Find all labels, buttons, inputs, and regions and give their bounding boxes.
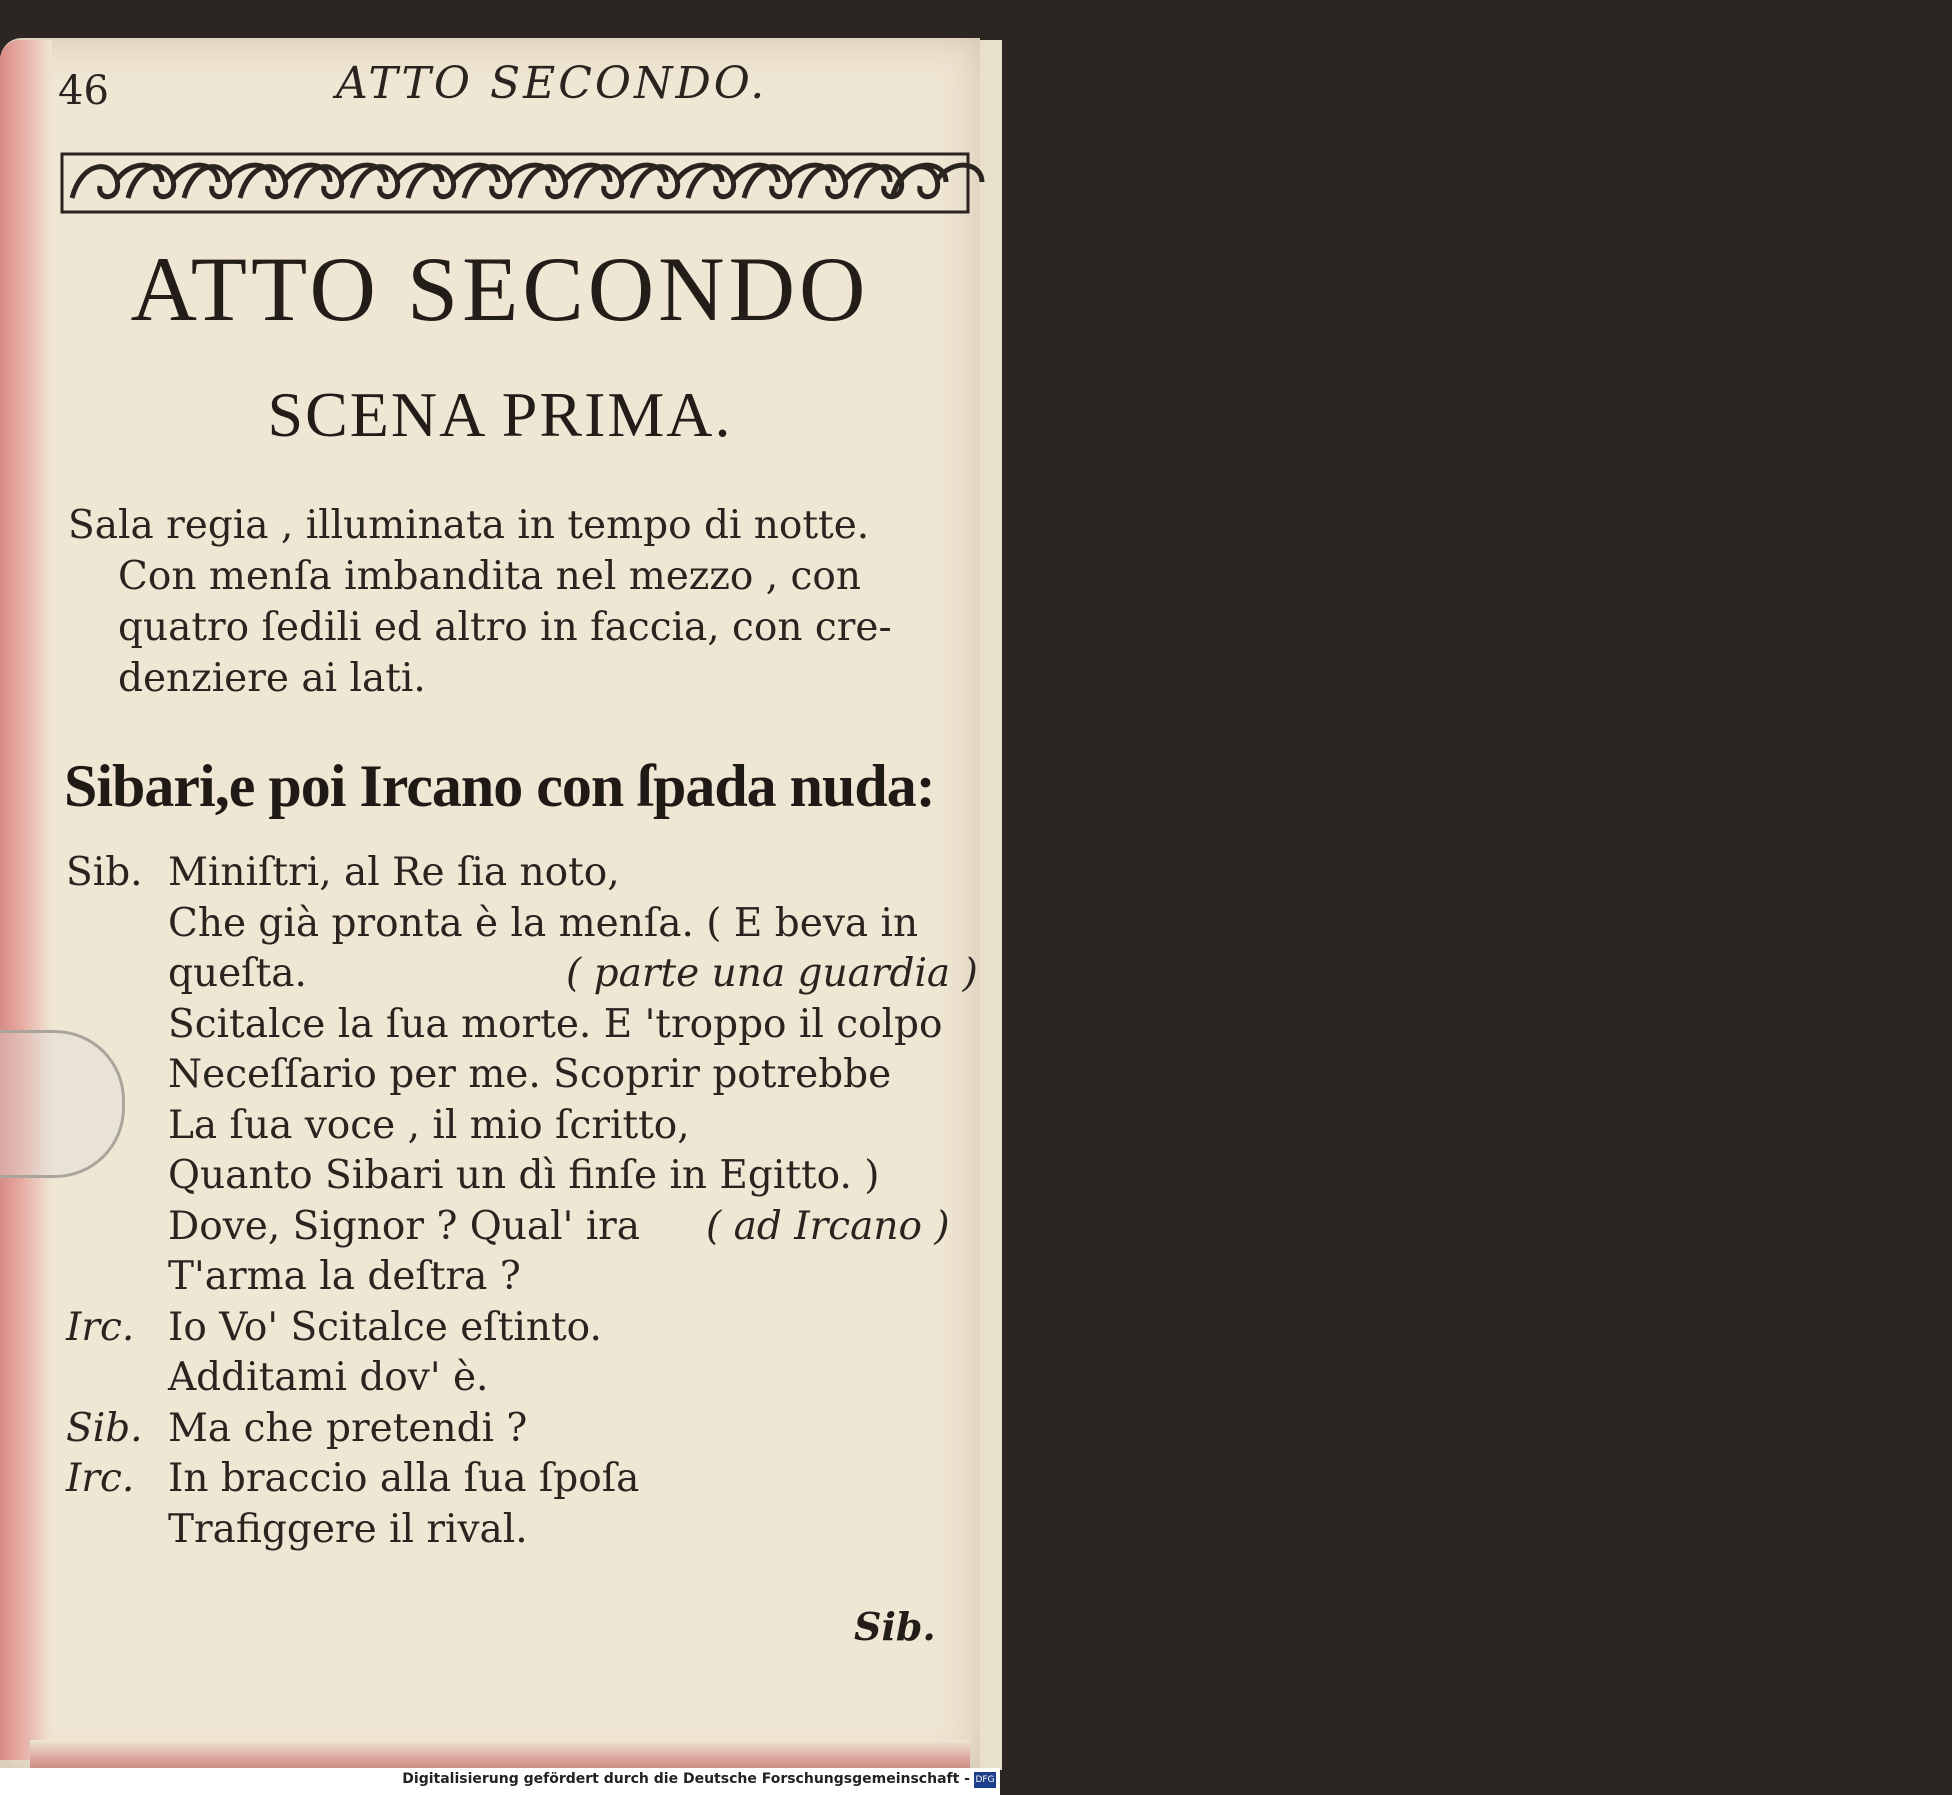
character-list: Sibari,e poi Ircano con ſpada nuda: <box>64 753 935 819</box>
speaker: Sib. <box>66 1405 143 1451</box>
speaker: Irc. <box>66 1304 135 1350</box>
dialogue-line <box>66 1000 966 1051</box>
dialogue-line <box>66 1101 966 1152</box>
scene-heading: SCENA PRIMA. <box>267 379 733 450</box>
decorative-band-ornament <box>62 150 968 216</box>
stage-direction-line: Con menſa imbandita nel mezzo , con <box>118 554 861 599</box>
stage-direction-line: quatro ſedili ed altro in faccia, con cre- <box>118 605 892 650</box>
dialogue-line <box>66 1151 966 1202</box>
line-text: In braccio alla ſua ſpoſa <box>168 1456 640 1501</box>
digitization-footer <box>0 1768 1000 1795</box>
dialogue-line <box>66 1404 966 1455</box>
dialogue-line <box>66 1202 966 1253</box>
line-text: Miniſtri, al Re ſia noto, <box>168 850 620 895</box>
line-text: Neceſſario per me. Scoprir potrebbe <box>168 1052 892 1097</box>
dialogue-line <box>66 1303 966 1354</box>
dialogue-line <box>66 949 978 1000</box>
stage-aside: ( ad Ircano ) <box>706 1203 950 1249</box>
page-number: 46 <box>58 68 109 114</box>
stage-direction-line: denziere ai lati. <box>118 656 426 701</box>
line-text: T'arma la deſtra ? <box>168 1254 521 1299</box>
line-text: Io Vo' Scitalce eſtinto. <box>168 1304 602 1350</box>
facing-page-fragment: Gib <box>1927 800 1952 833</box>
running-title: ATTO SECONDO. <box>336 58 768 109</box>
dialogue <box>66 848 978 1555</box>
speaker: Irc. <box>66 1456 135 1501</box>
facing-page-fragment: Cir <box>1927 580 1952 609</box>
act-heading: ATTO SECONDO <box>130 238 870 340</box>
line-text: Trafiggere il rival. <box>168 1506 528 1552</box>
dialogue-line <box>66 1252 966 1303</box>
line-text: queſta. <box>168 951 307 996</box>
dfg-logo: DFG <box>974 1772 996 1788</box>
speaker: Sib. <box>66 850 143 895</box>
line-text: Scitalce la ſua morte. E 'troppo il colpo <box>168 1001 943 1047</box>
dialogue-line <box>66 1505 966 1556</box>
dialogue-line <box>66 1353 966 1404</box>
dialogue-line <box>66 1050 966 1101</box>
stage-aside: ( parte una guardia ) <box>566 951 978 996</box>
stage-direction-line: Sala regia , illuminata in tempo di notte. <box>68 503 870 548</box>
catchword: Sib. <box>854 1604 936 1649</box>
dialogue-line <box>66 848 966 899</box>
line-text: Ma che pretendi ? <box>168 1405 528 1451</box>
stage-direction <box>68 500 968 704</box>
line-text: Additami dov' è. <box>168 1355 489 1400</box>
line-text: Quanto Sibari un dì finſe in Egitto. ) <box>168 1153 880 1198</box>
line-text: Che già pronta è la menſa. ( E beva in <box>168 900 919 946</box>
dialogue-line <box>66 1454 966 1505</box>
line-text: Dove, Signor ? Qual' ira <box>168 1203 641 1249</box>
footer-credit: Digitalisierung gefördert durch die Deutsche Forschungsgemeinschaft - <box>402 1771 970 1787</box>
line-text: La ſua voce , il mio ſcritto, <box>168 1102 690 1148</box>
dialogue-line <box>66 899 966 950</box>
